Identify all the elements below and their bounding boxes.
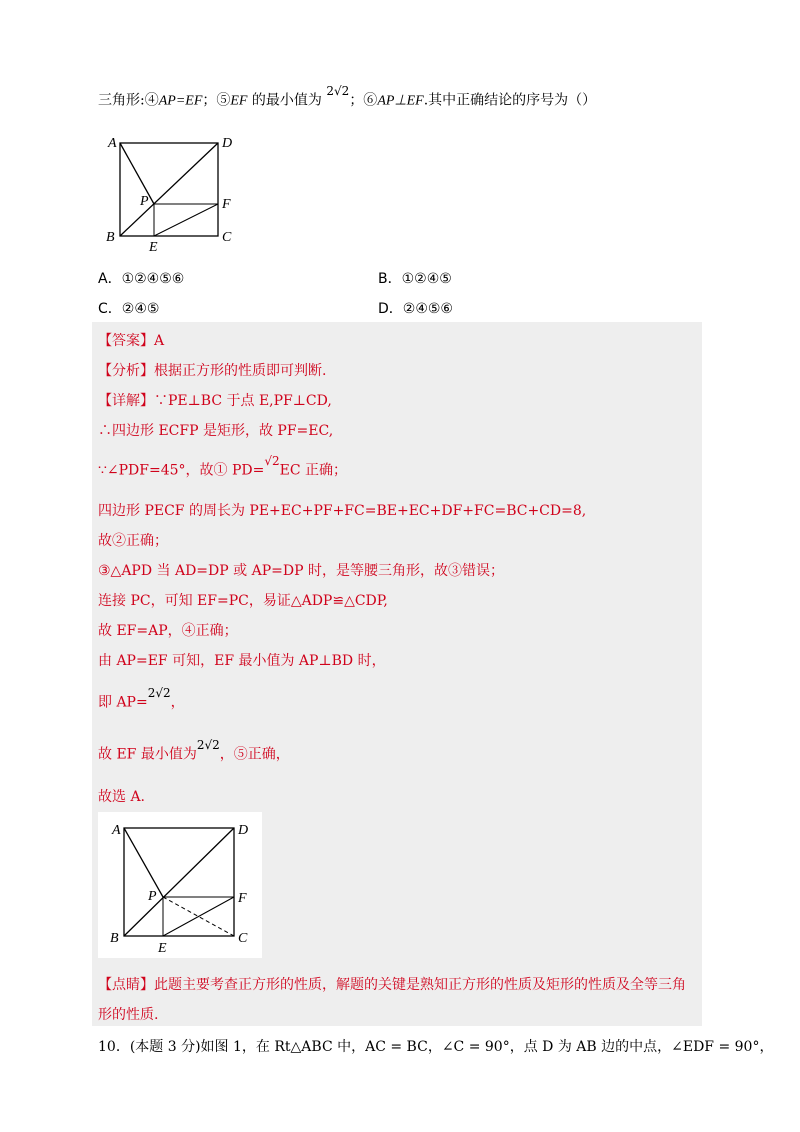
comment-1: 【点睛】此题主要考查正方形的性质，解题的关键是熟知正方形的性质及矩形的性质及全等三角 <box>98 977 686 993</box>
option-a[interactable]: A．①②④⑤⑥ <box>98 271 185 287</box>
label-B-2: B <box>110 931 119 946</box>
next-question: 10．(本题 3 分)如图 1，在 Rt△ABC 中，AC = BC，∠C = 90°，点 D 为 AB 边的中点，∠EDF = 90°， <box>98 1039 774 1055</box>
question-stem: 三角形:④AP=EF；⑤EF 的最小值为 $^{2√2}$；⑥AP⊥EF.其中正确结论的序号为（） <box>98 84 597 109</box>
detail-5: 故②正确； <box>98 533 168 549</box>
label-F-2: F <box>238 891 247 906</box>
detail-6: ③△APD 当 AD=DP 或 AP=DP 时，是等腰三角形，故③错误； <box>98 563 504 579</box>
label-D: D <box>222 136 233 151</box>
label-E: E <box>149 240 158 255</box>
detail-12: 故选 A. <box>98 789 146 805</box>
detail-4: 四边形 PECF 的周长为 PE+EC+PF+FC=BE+EC+DF+FC=BC+CD=8, <box>98 503 587 519</box>
label-D-2: D <box>238 823 249 838</box>
label-A: A <box>108 136 117 151</box>
detail-1: 【详解】∵PE⊥BC 于点 E,PF⊥CD, <box>98 393 332 409</box>
detail-11: 故 EF 最小值为$^{2√2}$，⑤正确， <box>98 738 290 763</box>
label-C-2: C <box>238 931 248 946</box>
sqrt-value: 2√2 <box>326 84 350 98</box>
label-A-2: A <box>112 823 121 838</box>
label-C: C <box>222 230 232 245</box>
option-d[interactable]: D．②④⑤⑥ <box>378 301 453 317</box>
label-B: B <box>106 230 115 245</box>
detail-2: ∴四边形 ECFP 是矩形，故 PF=EC, <box>98 423 334 439</box>
option-b[interactable]: B．①②④⑤ <box>378 271 452 287</box>
comment-2: 形的性质. <box>98 1007 159 1023</box>
detail-9: 由 AP=EF 可知，EF 最小值为 AP⊥BD 时， <box>98 653 386 669</box>
label-F: F <box>222 197 231 212</box>
option-c[interactable]: C．②④⑤ <box>98 301 160 317</box>
label-P: P <box>140 194 149 209</box>
detail-8: 故 EF=AP，④正确； <box>98 623 238 639</box>
label-E-2: E <box>158 941 167 956</box>
analysis: 【分析】根据正方形的性质即可判断. <box>98 363 327 379</box>
detail-7: 连接 PC，可知 EF=PC，易证△ADP≌△CDP, <box>98 593 388 609</box>
label-P-2: P <box>148 889 157 904</box>
solution-figure <box>98 812 262 958</box>
detail-3: ∵∠PDF=45°，故① PD=$^{√2}$EC 正确； <box>98 454 348 479</box>
detail-10: 即 AP=$^{2√2}$， <box>98 686 185 711</box>
answer: 【答案】A <box>98 333 165 349</box>
square-figure <box>100 130 250 255</box>
